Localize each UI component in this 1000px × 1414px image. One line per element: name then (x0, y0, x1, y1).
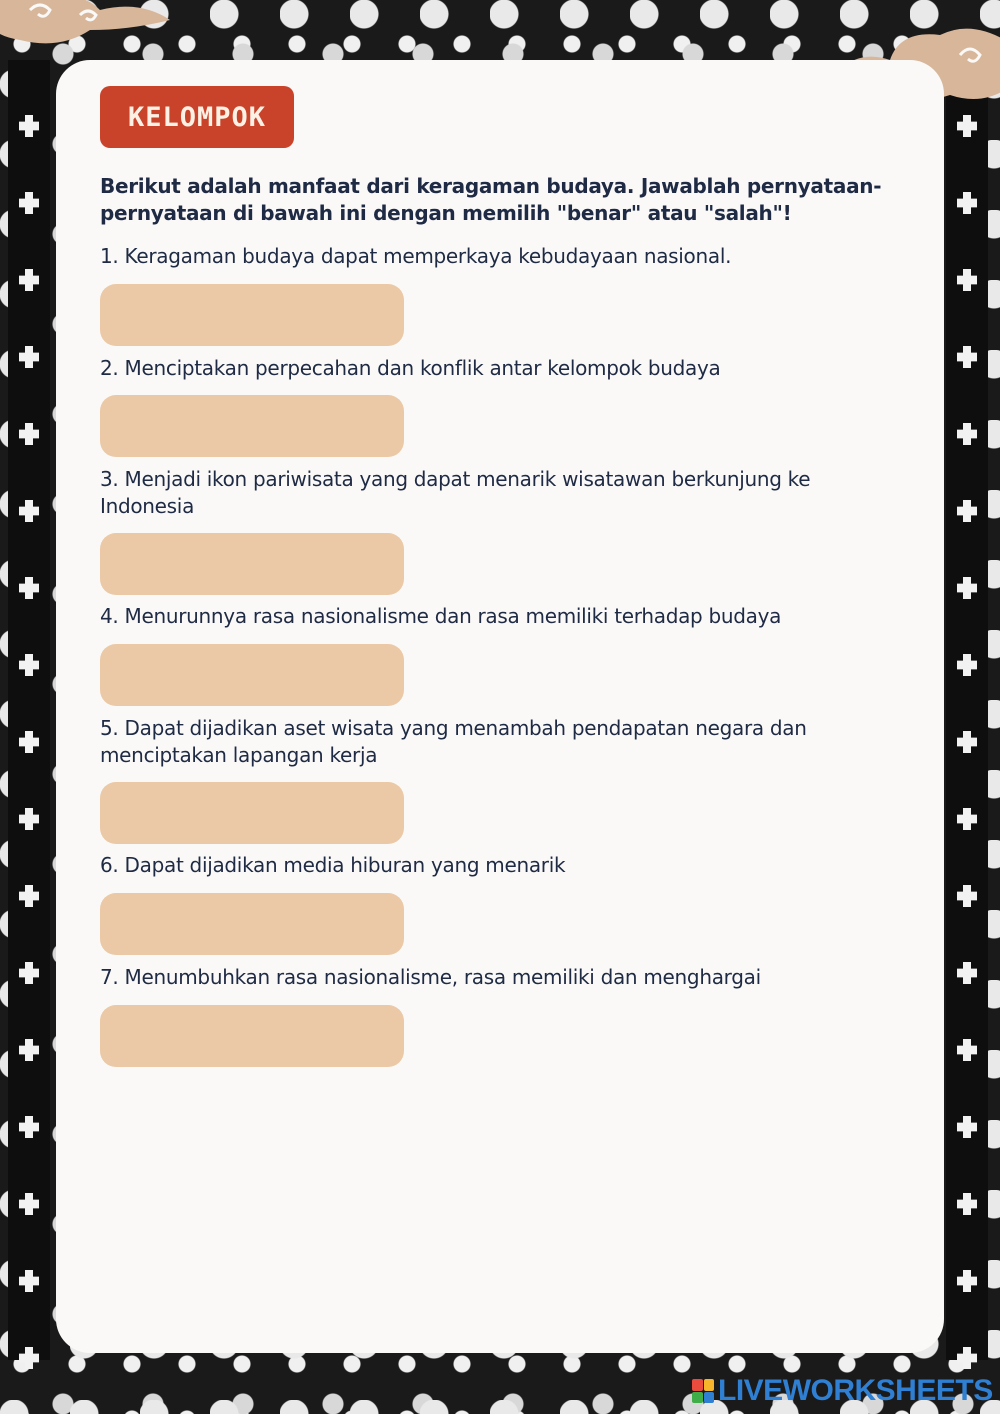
border-ornament-icon (957, 423, 977, 445)
answer-field-7[interactable] (100, 1005, 404, 1067)
question-7: 7. Menumbuhkan rasa nasionalisme, rasa memiliki dan menghargai (100, 965, 761, 989)
border-ornament-icon (19, 346, 39, 368)
group-title-badge: KELOMPOK (100, 86, 294, 148)
border-ornament-icon (957, 346, 977, 368)
brand-worksheets-text: WORKSHEETS (782, 1374, 993, 1407)
border-ornament-icon (957, 1039, 977, 1061)
border-ornament-icon (19, 808, 39, 830)
question-6: 6. Dapat dijadikan media hiburan yang menarik (100, 853, 566, 877)
answer-field-6[interactable] (100, 893, 404, 955)
border-ornament-icon (957, 577, 977, 599)
border-ornament-icon (19, 885, 39, 907)
border-ornament-icon (19, 115, 39, 137)
border-ornament-icon (957, 115, 977, 137)
instructions-text: Berikut adalah manfaat dari keragaman budaya. Jawablah pernyataan-pernyataan di bawah ini dengan memilih "benar" atau "salah"! (100, 174, 882, 225)
answer-field-4[interactable] (100, 644, 404, 706)
border-ornament-icon (19, 1039, 39, 1061)
question-2: 2. Menciptakan perpecahan dan konflik antar kelompok budaya (100, 356, 721, 380)
border-ornament-icon (957, 192, 977, 214)
border-ornament-icon (957, 1270, 977, 1292)
border-ornament-icon (957, 1193, 977, 1215)
question-1: 1. Keragaman budaya dapat memperkaya kebudayaan nasional. (100, 244, 732, 268)
left-border-strip (8, 60, 50, 1360)
brand-live-text: LIVE (718, 1374, 783, 1407)
border-ornament-icon (957, 808, 977, 830)
border-ornament-icon (19, 1116, 39, 1138)
answer-field-2[interactable] (100, 395, 404, 457)
answer-field-3[interactable] (100, 533, 404, 595)
right-border-strip (946, 60, 988, 1360)
question-5: 5. Dapat dijadikan aset wisata yang menambah pendapatan negara dan menciptakan lapangan kerja (100, 716, 807, 767)
border-ornament-icon (957, 962, 977, 984)
liveworksheets-logo[interactable] (692, 1374, 993, 1408)
border-ornament-icon (957, 500, 977, 522)
border-ornament-icon (19, 1270, 39, 1292)
border-ornament-icon (957, 269, 977, 291)
question-3: 3. Menjadi ikon pariwisata yang dapat menarik wisatawan berkunjung ke Indonesia (100, 467, 811, 518)
question-4: 4. Menurunnya rasa nasionalisme dan rasa memiliki terhadap budaya (100, 604, 782, 628)
cloud-ornament-icon (0, 0, 190, 60)
border-ornament-icon (957, 654, 977, 676)
border-ornament-icon (19, 731, 39, 753)
border-ornament-icon (19, 962, 39, 984)
border-ornament-icon (19, 654, 39, 676)
border-ornament-icon (19, 1193, 39, 1215)
answer-field-5[interactable] (100, 782, 404, 844)
border-ornament-icon (957, 731, 977, 753)
border-ornament-icon (19, 423, 39, 445)
liveworksheets-icon (692, 1379, 714, 1403)
border-ornament-icon (19, 500, 39, 522)
border-ornament-icon (19, 192, 39, 214)
border-ornament-icon (19, 577, 39, 599)
answer-field-1[interactable] (100, 284, 404, 346)
border-ornament-icon (957, 1116, 977, 1138)
border-ornament-icon (19, 269, 39, 291)
border-ornament-icon (957, 885, 977, 907)
